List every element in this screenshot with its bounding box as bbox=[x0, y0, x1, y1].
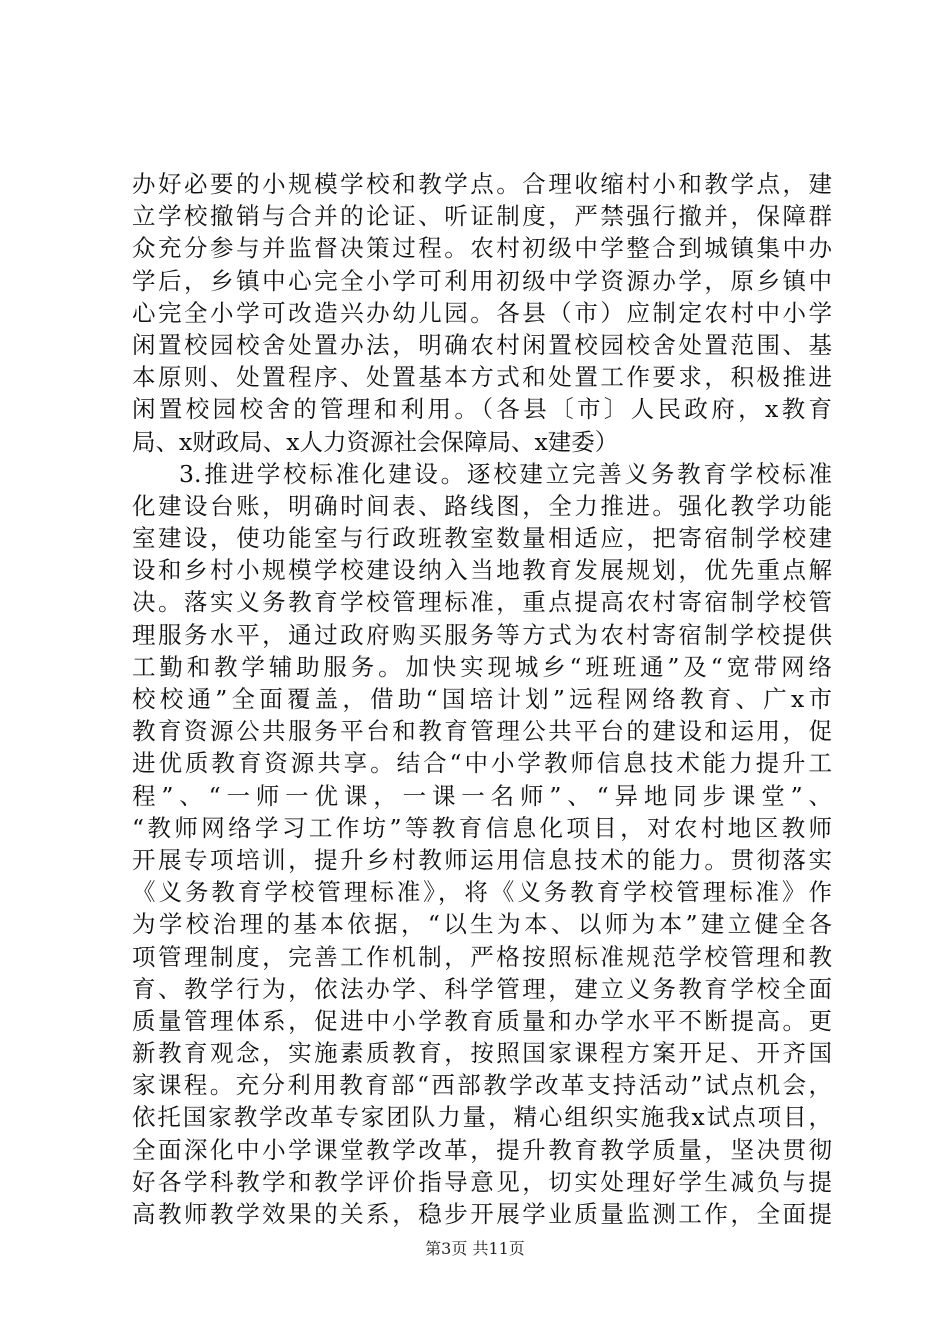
page-footer: 第3页 共11页 bbox=[425, 1239, 525, 1258]
text-line: 《义务教育学校管理标准》，将《义务教育学校管理标准》作 bbox=[132, 878, 832, 907]
text-line: 闲置校园校舍的管理和利用。（各县〔市〕人民政府，x教育 bbox=[132, 395, 832, 424]
text-line: 育、教学行为，依法办学、科学管理，建立义务教育学校全面 bbox=[132, 974, 832, 1003]
text-line: 局、x财政局、x人力资源社会保障局、x建委） bbox=[132, 427, 619, 456]
text-line: 质量管理体系，促进中小学教育质量和办学水平不断提高。更 bbox=[132, 1006, 832, 1035]
text-line: 化建设台账，明确时间表、路线图，全力推进。强化教学功能 bbox=[132, 491, 832, 520]
text-line: 家课程。充分利用教育部“西部教学改革支持活动”试点机会， bbox=[132, 1071, 832, 1100]
text-line: 学后，乡镇中心完全小学可利用初级中学资源办学，原乡镇中 bbox=[132, 266, 832, 295]
body-text bbox=[132, 168, 832, 1230]
text-line: 为学校治理的基本依据，“以生为本、以师为本”建立健全各 bbox=[132, 910, 832, 939]
text-line: 理服务水平，通过政府购买服务等方式为农村寄宿制学校提供 bbox=[132, 620, 832, 649]
text-line: 高教师教学效果的关系，稳步开展学业质量监测工作，全面提 bbox=[132, 1200, 832, 1228]
text-line: 项管理制度，完善工作机制，严格按照标准规范学校管理和教 bbox=[132, 942, 832, 971]
text-line: 众充分参与并监督决策过程。农村初级中学整合到城镇集中办 bbox=[132, 234, 832, 263]
text-line: 新教育观念，实施素质教育，按照国家课程方案开足、开齐国 bbox=[132, 1039, 832, 1068]
text-line: 工勤和教学辅助服务。加快实现城乡“班班通”及“宽带网络 bbox=[132, 652, 832, 681]
text-line: 教育资源公共服务平台和教育管理公共平台的建设和运用，促 bbox=[132, 717, 832, 746]
text-line: 依托国家教学改革专家团队力量，精心组织实施我x试点项目， bbox=[132, 1103, 832, 1132]
text-line: 闲置校园校舍处置办法，明确农村闲置校园校舍处置范围、基 bbox=[132, 330, 832, 359]
text-line: 进优质教育资源共享。结合“中小学教师信息技术能力提升工 bbox=[132, 749, 832, 778]
text-line: 办好必要的小规模学校和教学点。合理收缩村小和教学点，建 bbox=[132, 170, 832, 198]
text-line: 设和乡村小规模学校建设纳入当地教育发展规划，优先重点解 bbox=[132, 556, 832, 585]
text-line: 室建设，使功能室与行政班教室数量相适应，把寄宿制学校建 bbox=[132, 524, 832, 553]
section-heading-line: 3.推进学校标准化建设。逐校建立完善义务教育学校标准 bbox=[179, 459, 832, 488]
text-line: 校校通”全面覆盖，借助“国培计划”远程网络教育、广x市 bbox=[132, 685, 832, 713]
text-line: 好各学科教学和教学评价指导意见，切实处理好学生减负与提 bbox=[132, 1167, 832, 1196]
text-line: 全面深化中小学课堂教学改革，提升教育教学质量，坚决贯彻 bbox=[132, 1135, 832, 1164]
text-line: 开展专项培训，提升乡村教师运用信息技术的能力。贯彻落实 bbox=[132, 845, 832, 874]
text-line: 立学校撤销与合并的论证、听证制度，严禁强行撤并，保障群 bbox=[132, 202, 832, 231]
text-line: 决。落实义务教育学校管理标准，重点提高农村寄宿制学校管 bbox=[132, 588, 832, 617]
text-line: “教师网络学习工作坊”等教育信息化项目，对农村地区教师 bbox=[132, 813, 832, 842]
text-line: 心完全小学可改造兴办幼儿园。各县（市）应制定农村中小学 bbox=[132, 298, 832, 327]
text-line: 程”、“一师一优课，一课一名师”、“异地同步课堂”、 bbox=[132, 781, 832, 810]
text-line: 本原则、处置程序、处置基本方式和处置工作要求，积极推进 bbox=[132, 363, 832, 392]
